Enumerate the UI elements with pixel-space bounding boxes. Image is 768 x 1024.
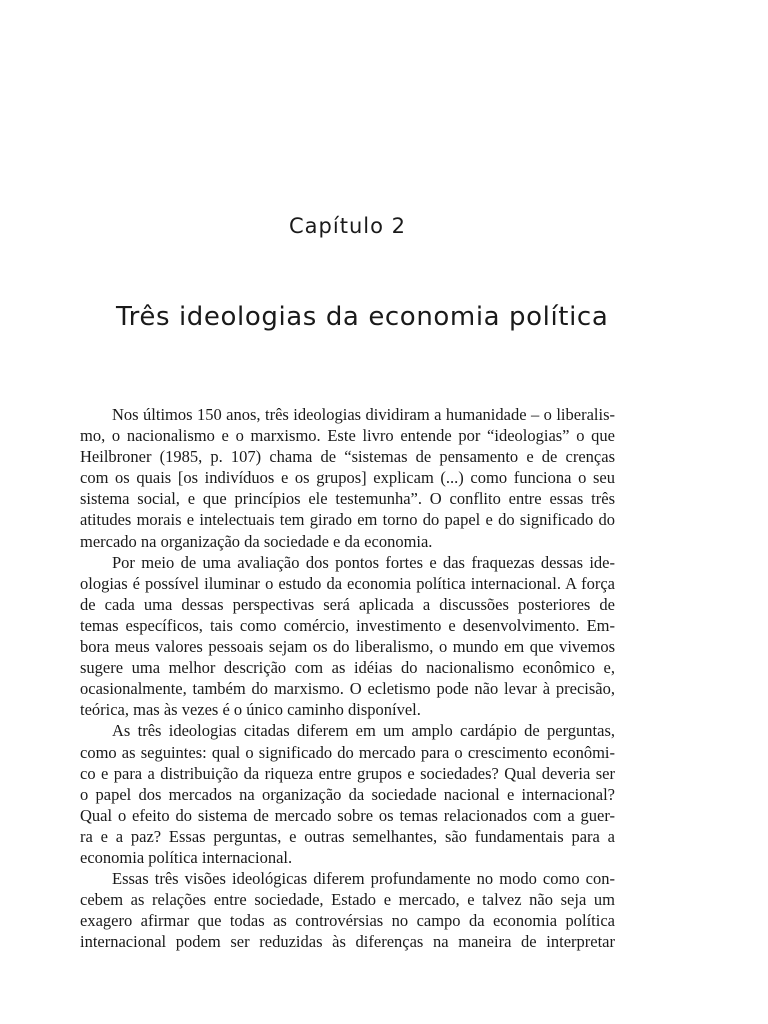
text-line: Heilbroner (1985, p. 107) chama de “sistemas de pensamento e de crenças: [80, 447, 615, 467]
text-line: ocasionalmente, também do marxismo. O ecletismo pode não levar à precisão,: [80, 679, 615, 699]
text-line: teórica, mas às vezes é o único caminho disponível.: [80, 700, 421, 720]
text-line: temas específicos, tais como comércio, investimento e desenvolvimento. Em-: [80, 615, 615, 635]
text-line: Essas três visões ideológicas diferem profundamente no modo como con-: [112, 869, 615, 889]
text-line: atitudes morais e intelectuais tem girado em torno do papel e do significado do: [80, 510, 615, 530]
text-line: Por meio de uma avaliação dos pontos fortes e das fraquezas dessas ide-: [112, 552, 615, 572]
text-line: Qual o efeito do sistema de mercado sobre os temas relacionados com a guer-: [80, 805, 615, 825]
text-line: economia política internacional.: [80, 847, 293, 867]
text-line: sistema social, e que princípios ele testemunha”. O conflito entre essas três: [80, 489, 615, 509]
paragraph: [80, 868, 615, 952]
text-line: ra e a paz? Essas perguntas, e outras semelhantes, são fundamentais para a: [80, 826, 615, 846]
text-line: exagero afirmar que todas as controvérsias no campo da economia política: [80, 911, 615, 931]
text-line: internacional podem ser reduzidas às diferenças na maneira de interpretar: [80, 932, 615, 952]
body-text: [80, 404, 615, 952]
text-line: co e para a distribuição da riqueza entre grupos e sociedades? Qual deveria ser: [80, 763, 615, 783]
text-line: mo, o nacionalismo e o marxismo. Este livro entende por “ideologias” o que: [80, 426, 615, 446]
text-line: o papel dos mercados na organização da sociedade nacional e internacional?: [80, 784, 615, 804]
text-line: As três ideologias citadas diferem em um amplo cardápio de perguntas,: [112, 721, 615, 741]
paragraph: [80, 720, 615, 868]
text-line: Nos últimos 150 anos, três ideologias dividiram a humanidade – o liberalis-: [112, 405, 615, 424]
text-line: cebem as relações entre sociedade, Estado e mercado, e talvez não seja um: [80, 890, 615, 910]
text-line: bora meus valores pessoais sejam os do liberalismo, o mundo em que vivemos: [80, 637, 615, 657]
text-line: ologias é possível iluminar o estudo da economia política internacional. A força: [80, 573, 615, 593]
text-line: mercado na organização da sociedade e da economia.: [80, 531, 433, 551]
paragraph: [80, 404, 615, 552]
text-line: sugere uma melhor descrição com as idéias do nacionalismo econômico e,: [80, 658, 615, 678]
chapter-title: Três ideologias da economia política: [116, 302, 609, 332]
paragraph: [80, 552, 615, 721]
text-line: com os quais [os indivíduos e os grupos] explicam (...) como funciona o seu: [80, 468, 615, 488]
text-line: como as seguintes: qual o significado do mercado para o crescimento econômi-: [80, 742, 615, 762]
text-line: de cada uma dessas perspectivas será aplicada a discussões posteriores de: [80, 594, 615, 614]
chapter-label: Capítulo 2: [289, 214, 406, 238]
